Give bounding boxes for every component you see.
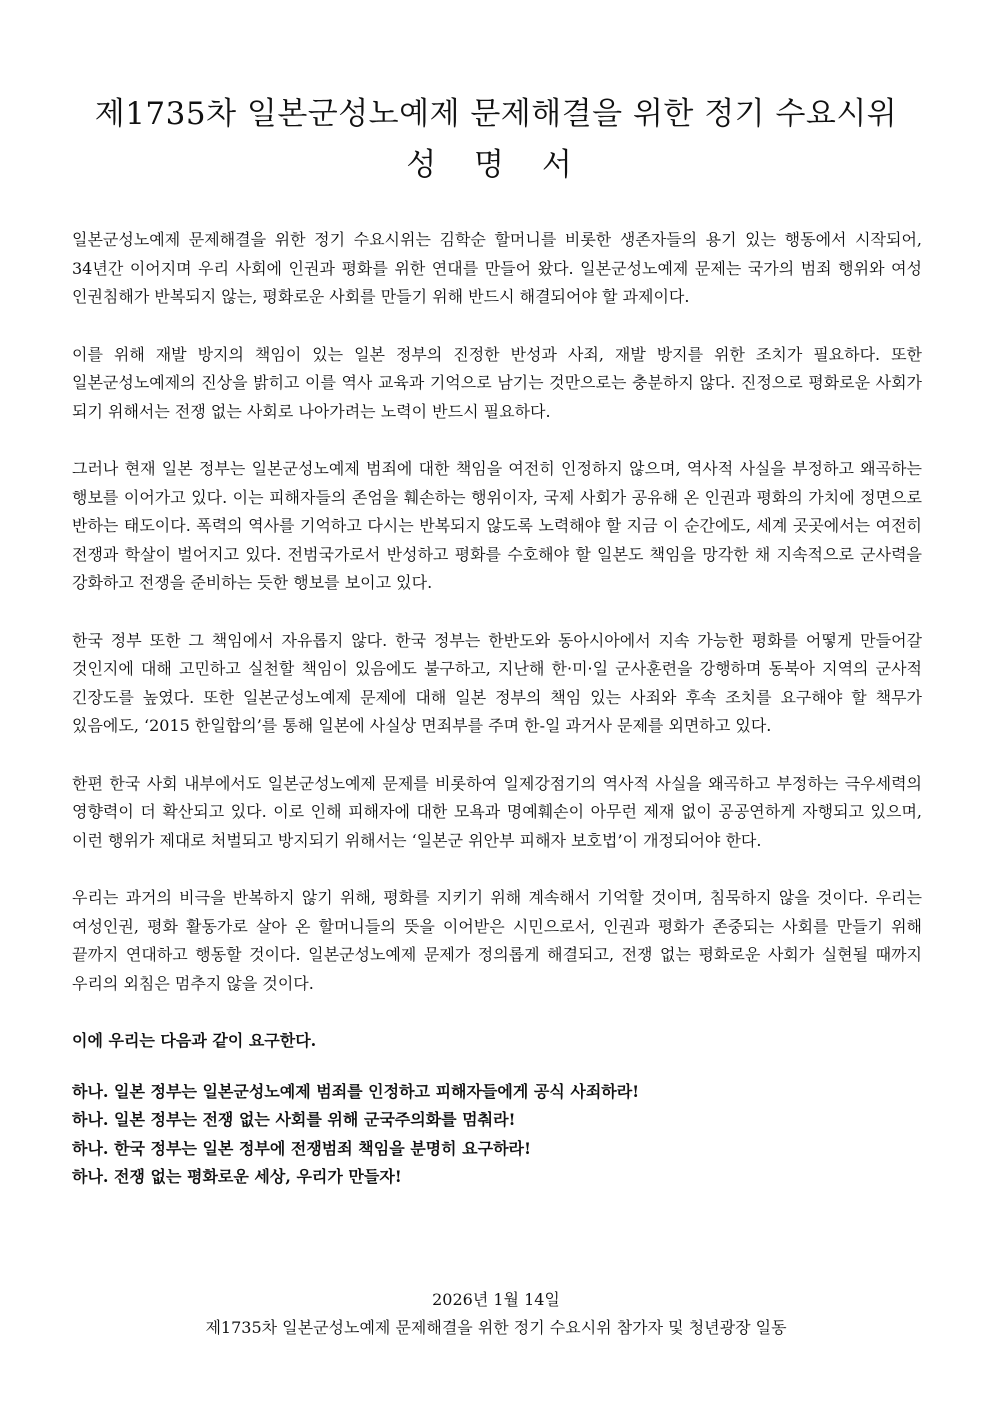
statement-signer: 제1735차 일본군성노예제 문제해결을 위한 정기 수요시위 참가자 및 청년광장 일동 (205, 1318, 787, 1337)
paragraph-3: 그러나 현재 일본 정부는 일본군성노예제 범죄에 대한 책임을 여전히 인정하지 않으며, 역사적 사실을 부정하고 왜곡하는 행보를 이어가고 있다. 이는 피해자들의 존엄을 훼손하는 행위이자, 국제 사회가 공유해 온 인권과 평화의 가치에 정면으로 반하는 태도이다. 폭력의 역사를 기억하고 다시는 반복되지 않도록 노력해야 할 지금 이 순간에도, 세계 곳곳에서는 여전히 전쟁과 학살이 벌어지고 있다. 전범국가로서 반성하고 평화를 수호해야 할 일본도 책임을 망각한 채 지속적으로 군사력을 강화하고 전쟁을 준비하는 듯한 행보를 보이고 있다. (72, 459, 922, 592)
demand-list (72, 1078, 922, 1192)
demand-item-4: 하나. 전쟁 없는 평화로운 세상, 우리가 만들자! (72, 1167, 402, 1186)
statement-date: 2026년 1월 14일 (432, 1290, 560, 1309)
demand-item-2: 하나. 일본 정부는 전쟁 없는 사회를 위해 군국주의화를 멈춰라! (72, 1110, 516, 1129)
paragraph-4: 한국 정부 또한 그 책임에서 자유롭지 않다. 한국 정부는 한반도와 동아시아에서 지속 가능한 평화를 어떻게 만들어갈 것인지에 대해 고민하고 실천할 책임이 있음에도 불구하고, 지난해 한·미·일 군사훈련을 강행하며 동북아 지역의 군사적 긴장도를 높였다. 또한 일본군성노예제 문제에 대해 일본 정부의 책임 있는 사죄와 후속 조치를 요구해야 할 책무가 있음에도, ‘2015 한일합의’를 통해 일본에 사실상 면죄부를 주며 한-일 과거사 문제를 외면하고 있다. (72, 630, 922, 735)
demand-lead: 이에 우리는 다음과 같이 요구한다. (72, 1031, 317, 1050)
demand-item-3: 하나. 한국 정부는 일본 정부에 전쟁범죄 책임을 분명히 요구하라! (72, 1138, 532, 1158)
paragraph-1: 일본군성노예제 문제해결을 위한 정기 수요시위는 김학순 할머니를 비롯한 생존자들의 용기 있는 행동에서 시작되어, 34년간 이어지며 우리 사회에 인권과 평화를 위한 연대를 만들어 왔다. 일본군성노예제 문제는 국가의 범죄 행위와 여성 인권침해가 반복되지 않는, 평화로운 사회를 만들기 위해 반드시 해결되어야 할 과제이다. (72, 230, 922, 306)
paragraph-6: 우리는 과거의 비극을 반복하지 않기 위해, 평화를 지키기 위해 계속해서 기억할 것이며, 침묵하지 않을 것이다. 우리는 여성인권, 평화 활동가로 살아 온 할머니들의 뜻을 이어받은 시민으로서, 인권과 평화가 존중되는 사회를 만들기 위해 끝까지 연대하고 행동할 것이다. 일본군성노예제 문제가 정의롭게 해결되고, 전쟁 없는 평화로운 사회가 실현될 때까지 우리의 외침은 멈추지 않을 것이다. (72, 888, 922, 993)
statement-body (72, 226, 922, 1192)
document-title: 제1735차 일본군성노예제 문제해결을 위한 정기 수요시위 (94, 96, 898, 132)
demand-item-1: 하나. 일본 정부는 일본군성노예제 범죄를 인정하고 피해자들에게 공식 사죄하라! (72, 1081, 640, 1101)
document-subtitle: 성 명 서 (406, 147, 586, 183)
paragraph-5: 한편 한국 사회 내부에서도 일본군성노예제 문제를 비롯하여 일제강점기의 역사적 사실을 왜곡하고 부정하는 극우세력의 영향력이 더 확산되고 있다. 이로 인해 피해자에 대한 모욕과 명예훼손이 아무런 제재 없이 공공연하게 자행되고 있으며, 이런 행위가 제대로 처벌되고 방지되기 위해서는 ‘일본군 위안부 피해자 보호법’이 개정되어야 한다. (72, 773, 922, 850)
paragraph-2: 이를 위해 재발 방지의 책임이 있는 일본 정부의 진정한 반성과 사죄, 재발 방지를 위한 조치가 필요하다. 또한 일본군성노예제의 진상을 밝히고 이를 역사 교육과 기억으로 남기는 것만으로는 충분하지 않다. 진정으로 평화로운 사회가 되기 위해서는 전쟁 없는 사회로 나아가려는 노력이 반드시 필요하다. (72, 344, 922, 421)
